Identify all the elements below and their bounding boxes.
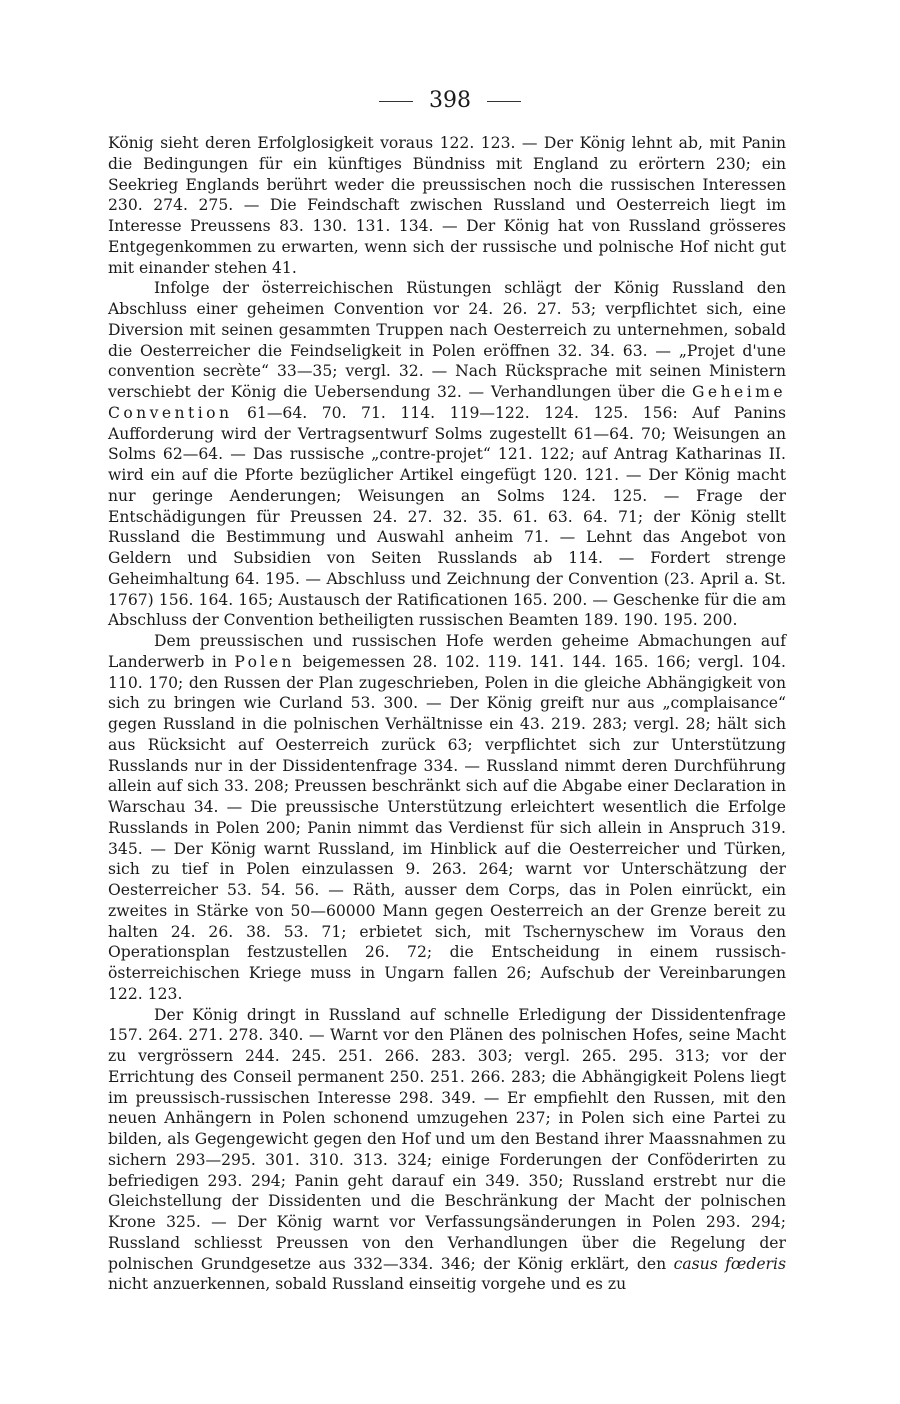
paragraph-4 <box>108 1005 786 1296</box>
text-segment: nicht anzuerkennen, sobald Russland einseitig vorgehe und es zu <box>108 1275 627 1294</box>
text-segment: Infolge der österreichischen Rüstungen schlägt der König Russland den Abschluss einer geheimen Convention vor 24. 26. 27. 53; verpflichtet sich, eine Diversion mit seinen gesammten Truppen nach Oesterreich zu unternehmen, sobald die Oesterreicher die Feindseligkeit in Polen eröffnen 32. 34. 63. — „Projet d'une convention secrète“ 33—35; vergl. 32. — Nach Rücksprache mit seinen Ministern verschiebt der König die Uebersendung 32. — Verhandlungen über die <box>108 279 786 401</box>
paragraph-2 <box>108 278 786 631</box>
spaced-term: Polen <box>234 652 296 671</box>
spaced-term: Geheime Convention <box>108 383 786 422</box>
text-segment: 61—64. 70. 71. 114. 119—122. 124. 125. 156: Auf Panins Aufforderung wird der Vertragsentwurf Solms zugestellt 61—64. 70; Weisungen an Solms 62—64. — Das russische „contre-projet“ 121. 122; auf Antrag Katharinas II. wird ein auf die Pforte bezüglicher Artikel eingefügt 120. 121. — Der König macht nur geringe Aenderungen; Weisungen an Solms 124. 125. — Frage der Entschädigungen für Preussen 24. 27. 32. 35. 61. 63. 64. 71; der König stellt Russland die Bestimmung und Auswahl anheim 71. — Lehnt das Angebot von Geldern und Subsidien von Seiten Russlands ab 114. — Fordert strenge Geheimhaltung 64. 195. — Abschluss und Zeichnung der Convention (23. April a. St. 1767) 156. 164. 165; Austausch der Ratificationen 165. 200. — Geschenke für die am Abschluss der Convention betheiligten russischen Beamten 189. 190. 195. 200. <box>108 403 786 630</box>
text-segment: Der König dringt in Russland auf schnelle Erledigung der Dissidentenfrage 157. 264. 271. 278. 340. — Warnt vor den Plänen des polnischen Hofes, seine Macht zu vergrössern 244. 245. 251. 266. 283. 303; vergl. 265. 295. 313; vor der Errichtung des Conseil permanent 250. 251. 266. 283; die Abhängigkeit Polens liegt im preussisch-russischen Interesse 298. 349. — Er empfiehlt den Russen, mit den neuen Anhängern in Polen schonend umzugehen 237; in Polen sich eine Partei zu bilden, als Gegengewicht gegen den Hof und um den Bestand ihrer Maassnahmen zu sichern 293—295. 301. 310. 313. 324; einige Forderungen der Conföderirten zu befriedigen 293. 294; Panin geht darauf ein 349. 350; Russland erstrebt nur die Gleichstellung der Dissidenten und die Beschränkung der Macht der polnischen Krone 325. — Der König warnt vor Verfassungsänderungen in Polen 293. 294; Russland schliesst Preussen von den Verhandlungen über die Regelung der polnischen Grundgesetze aus 332—334. 346; der König erklärt, den <box>108 1005 786 1273</box>
text-segment: beigemessen 28. 102. 119. 141. 144. 165. 166; vergl. 104. 110. 170; den Russen der Plan zugeschrieben, Polen in die gleiche Abhängigkeit von sich zu bringen wie Curland 53. 300. — Der König greift nur aus „complaisance“ gegen Russland in die polnischen Verhältnisse ein 43. 219. 283; vergl. 28; hält sich aus Rücksicht auf Oesterreich zurück 63; verpflichtet sich zur Unterstützung Russlands nur in der Dissidentenfrage 334. — Russland nimmt deren Durchführung allein auf sich 33. 208; Preussen beschränkt sich auf die Abgabe einer Declaration in Warschau 34. — Die preussische Unterstützung erleichtert wesentlich die Erfolge Russlands in Polen 200; Panin nimmt das Verdienst für sich allein in Anspruch 319. 345. — Der König warnt Russland, im Hinblick auf die Oesterreicher und Türken, sich zu tief in Polen einzulassen 9. 263. 264; warnt vor Unterschätzung der Oesterreicher 53. 54. 56. — Räth, ausser dem Corps, das in Polen einrückt, ein zweites in Stärke von 50—60000 Mann gegen Oesterreich an der Grenze bereit zu halten 24. 26. 38. 53. 71; erbietet sich, mit Tschernyschew im Voraus den Operationsplan festzustellen 26. 72; die Entscheidung in einem russisch-österreichischen Kriege muss in Ungarn fallen 26; Aufschub der Vereinbarungen 122. 123. <box>108 652 786 1003</box>
page-number: 398 <box>429 88 471 113</box>
index-text <box>108 133 786 1295</box>
header-rule-right <box>487 101 521 102</box>
paragraph-1 <box>108 133 786 278</box>
text-segment: Dem preussischen und russischen Hofe werden geheime Abmachungen auf Landerwerb in <box>108 632 786 671</box>
page-header <box>0 88 900 114</box>
paragraph-3 <box>108 631 786 1005</box>
italic-term: casus fœderis <box>673 1254 786 1273</box>
text-segment: König sieht deren Erfolglosigkeit voraus 122. 123. — Der König lehnt ab, mit Panin die Bedingungen für ein künftiges Bündniss mit England zu erörtern 230; ein Seekrieg Englands berührt weder die preussischen noch die russischen Interessen 230. 274. 275. — Die Feindschaft zwischen Russland und Oesterreich liegt im Interesse Preussens 83. 130. 131. 134. — Der König hat von Russland grösseres Entgegenkommen zu erwarten, wenn sich der russische und polnische Hof nicht gut mit einander stehen 41. <box>108 134 786 277</box>
header-rule-left <box>379 101 413 102</box>
